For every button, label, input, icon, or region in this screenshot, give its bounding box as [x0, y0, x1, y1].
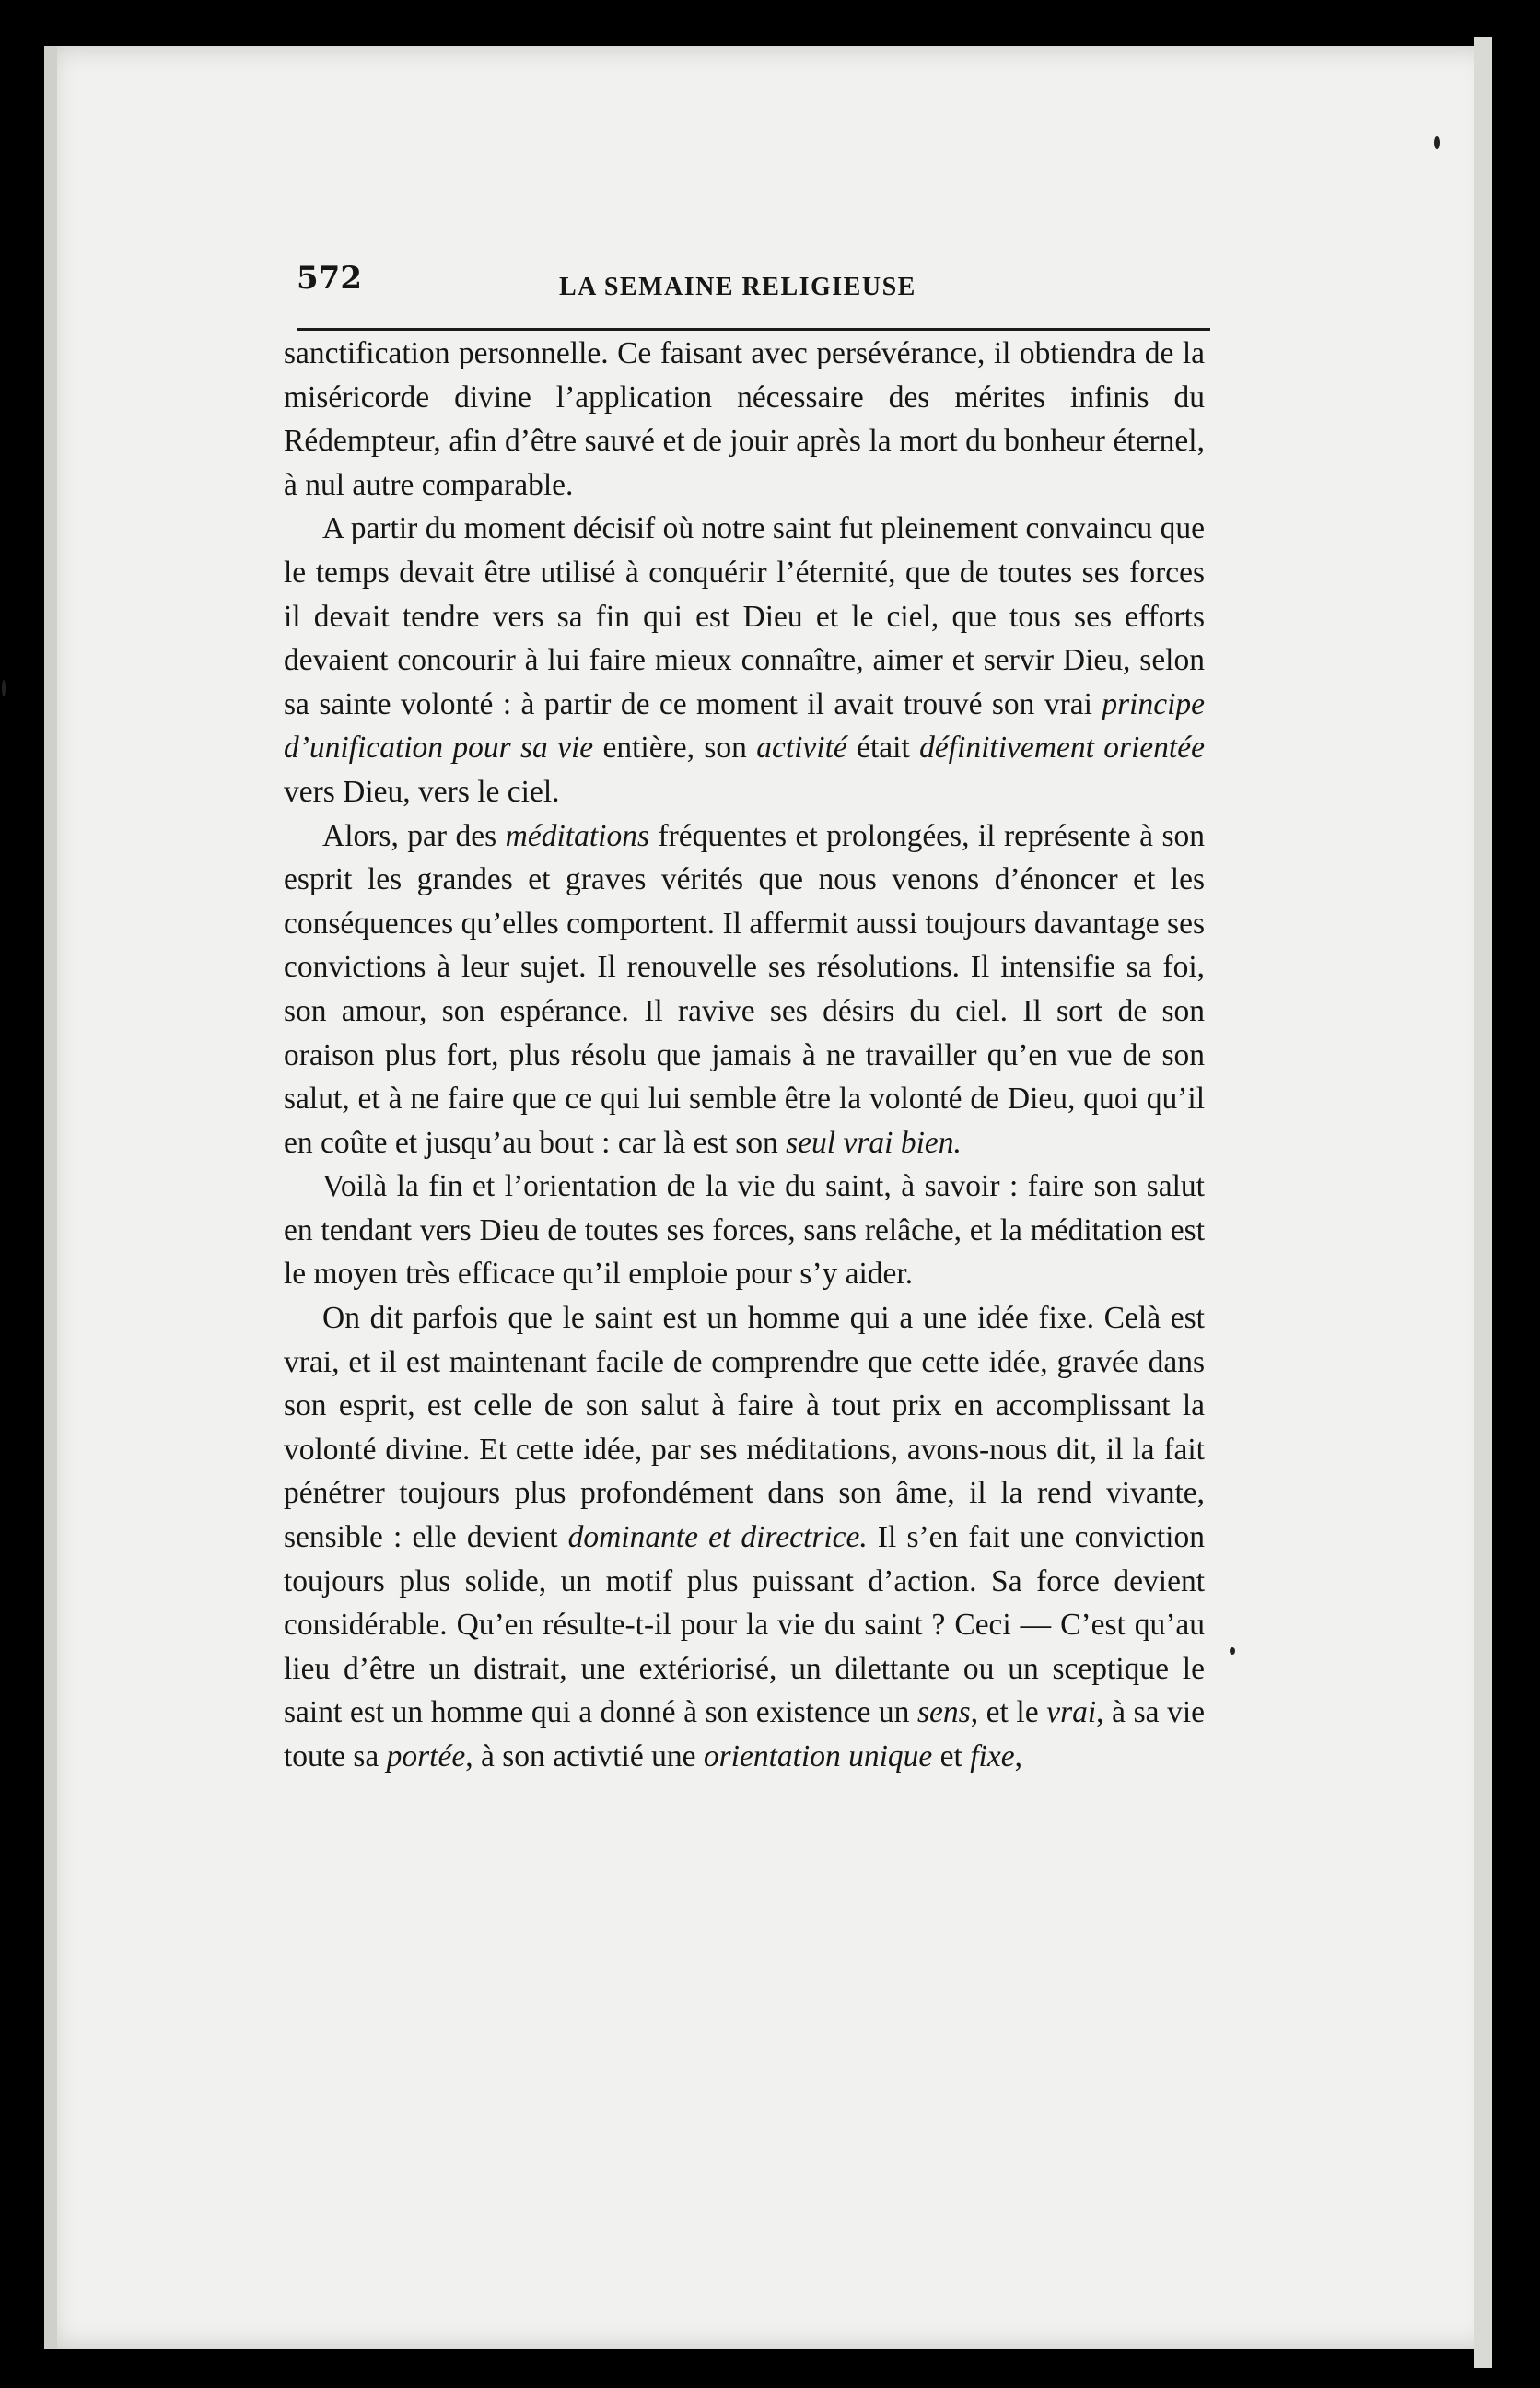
- italic-text: méditations: [505, 818, 649, 853]
- scan-speck: [2, 680, 6, 696]
- paragraph: [284, 814, 1205, 1165]
- scan-speck: [1434, 136, 1440, 149]
- italic-text: principe d’unification pour sa vie: [284, 686, 1205, 766]
- text-run: On dit parfois que le saint est un homme qui a une idée fixe. Celà est vrai, et il est maintenant facile de comprendre que cette idée, gravée dans son esprit, est celle de son salut à faire à tout prix en accomplissant la volonté divine. Et cette idée, par ses méditations, avons-nous dit, il la fait pénétrer toujours plus profondément dans son âme, il la rend vivante, sensible : elle devient: [284, 1301, 1205, 1555]
- italic-text: vrai: [1046, 1695, 1097, 1730]
- italic-text: orientation unique: [703, 1739, 933, 1773]
- italic-text: sens: [917, 1695, 971, 1730]
- text-run: , à son activtié une: [465, 1739, 704, 1773]
- page-left-edge: [44, 46, 57, 2349]
- italic-text: portée: [386, 1739, 466, 1773]
- text-run: sanctification personnelle. Ce faisant avec persévérance, il obtiendra de la miséricorde divine l’application nécessaire des mérites infinis du Rédempteur, afin d’être sauvé et de jouir après la mort du bonheur éternel, à nul autre comparable.: [284, 336, 1205, 502]
- text-run: ,: [1014, 1739, 1022, 1773]
- text-run: A partir du moment décisif où notre saint fut pleinement convaincu que le temps devait être utilisé à conquérir l’éternité, que de toutes ses forces il devait tendre vers sa fin qui est Dieu et le ciel, que tous ses efforts devaient concourir à lui faire mieux connaître, aimer et servir Dieu, selon sa sainte volonté : à partir de ce moment il avait trouvé son vrai: [284, 511, 1205, 721]
- text-run: entière, son: [593, 731, 757, 766]
- page-header: [297, 260, 1208, 306]
- italic-text: dominante et directrice.: [567, 1520, 868, 1555]
- text-run: Alors, par des: [322, 818, 506, 853]
- page-right-edge: [1474, 37, 1492, 2368]
- text-run: Il s’en fait une conviction toujours plus solide, un motif plus puissant d’action. Sa force devient considérable. Qu’en résulte-t-il pour la vie du saint ? Ceci — C’est qu’au lieu d’être un distrait, une extériorisé, un dilettante ou un sceptique le saint est un homme qui a donné à son existence un: [284, 1520, 1205, 1730]
- paragraph: [284, 1296, 1205, 1779]
- paragraph: [284, 1165, 1205, 1296]
- text-run: Voilà la fin et l’orientation de la vie du saint, à savoir : faire son salut en tendant vers Dieu de toutes ses forces, sans relâche, et la méditation est le moyen très efficace qu’il emploie pour s’y aider.: [284, 1169, 1205, 1292]
- running-title: LA SEMAINE RELIGIEUSE: [559, 273, 916, 301]
- text-run: , et le: [970, 1695, 1047, 1730]
- page-number: 572: [297, 260, 362, 297]
- italic-text: définitivement orientée: [919, 731, 1205, 766]
- paragraph: [284, 507, 1205, 814]
- body-text: [284, 332, 1205, 1779]
- italic-text: seul vrai bien.: [786, 1125, 962, 1160]
- text-run: vers Dieu, vers le ciel.: [284, 774, 560, 809]
- text-run: , à sa vie toute sa: [284, 1695, 1206, 1773]
- italic-text: fixe: [970, 1739, 1015, 1773]
- scan-speck: [1230, 1647, 1235, 1655]
- text-run: et: [932, 1739, 971, 1773]
- paragraph: [284, 332, 1205, 507]
- header-rule: [297, 328, 1210, 331]
- italic-text: activité: [756, 731, 847, 766]
- text-run: était: [846, 731, 920, 766]
- text-run: fréquentes et prolongées, il représente à son esprit les grandes et graves vérités que nous venons d’énoncer et les conséquences qu’elles comportent. Il affermit aussi toujours davantage ses convictions à leur sujet. Il renouvelle ses résolutions. Il intensifie sa foi, son amour, son espérance. Il ravive ses désirs du ciel. Il sort de son oraison plus fort, plus résolu que jamais à ne travailler qu’en vue de son salut, et à ne faire que ce qui lui semble être la volonté de Dieu, quoi qu’il en coûte et jusqu’au bout : car là est son: [284, 818, 1205, 1160]
